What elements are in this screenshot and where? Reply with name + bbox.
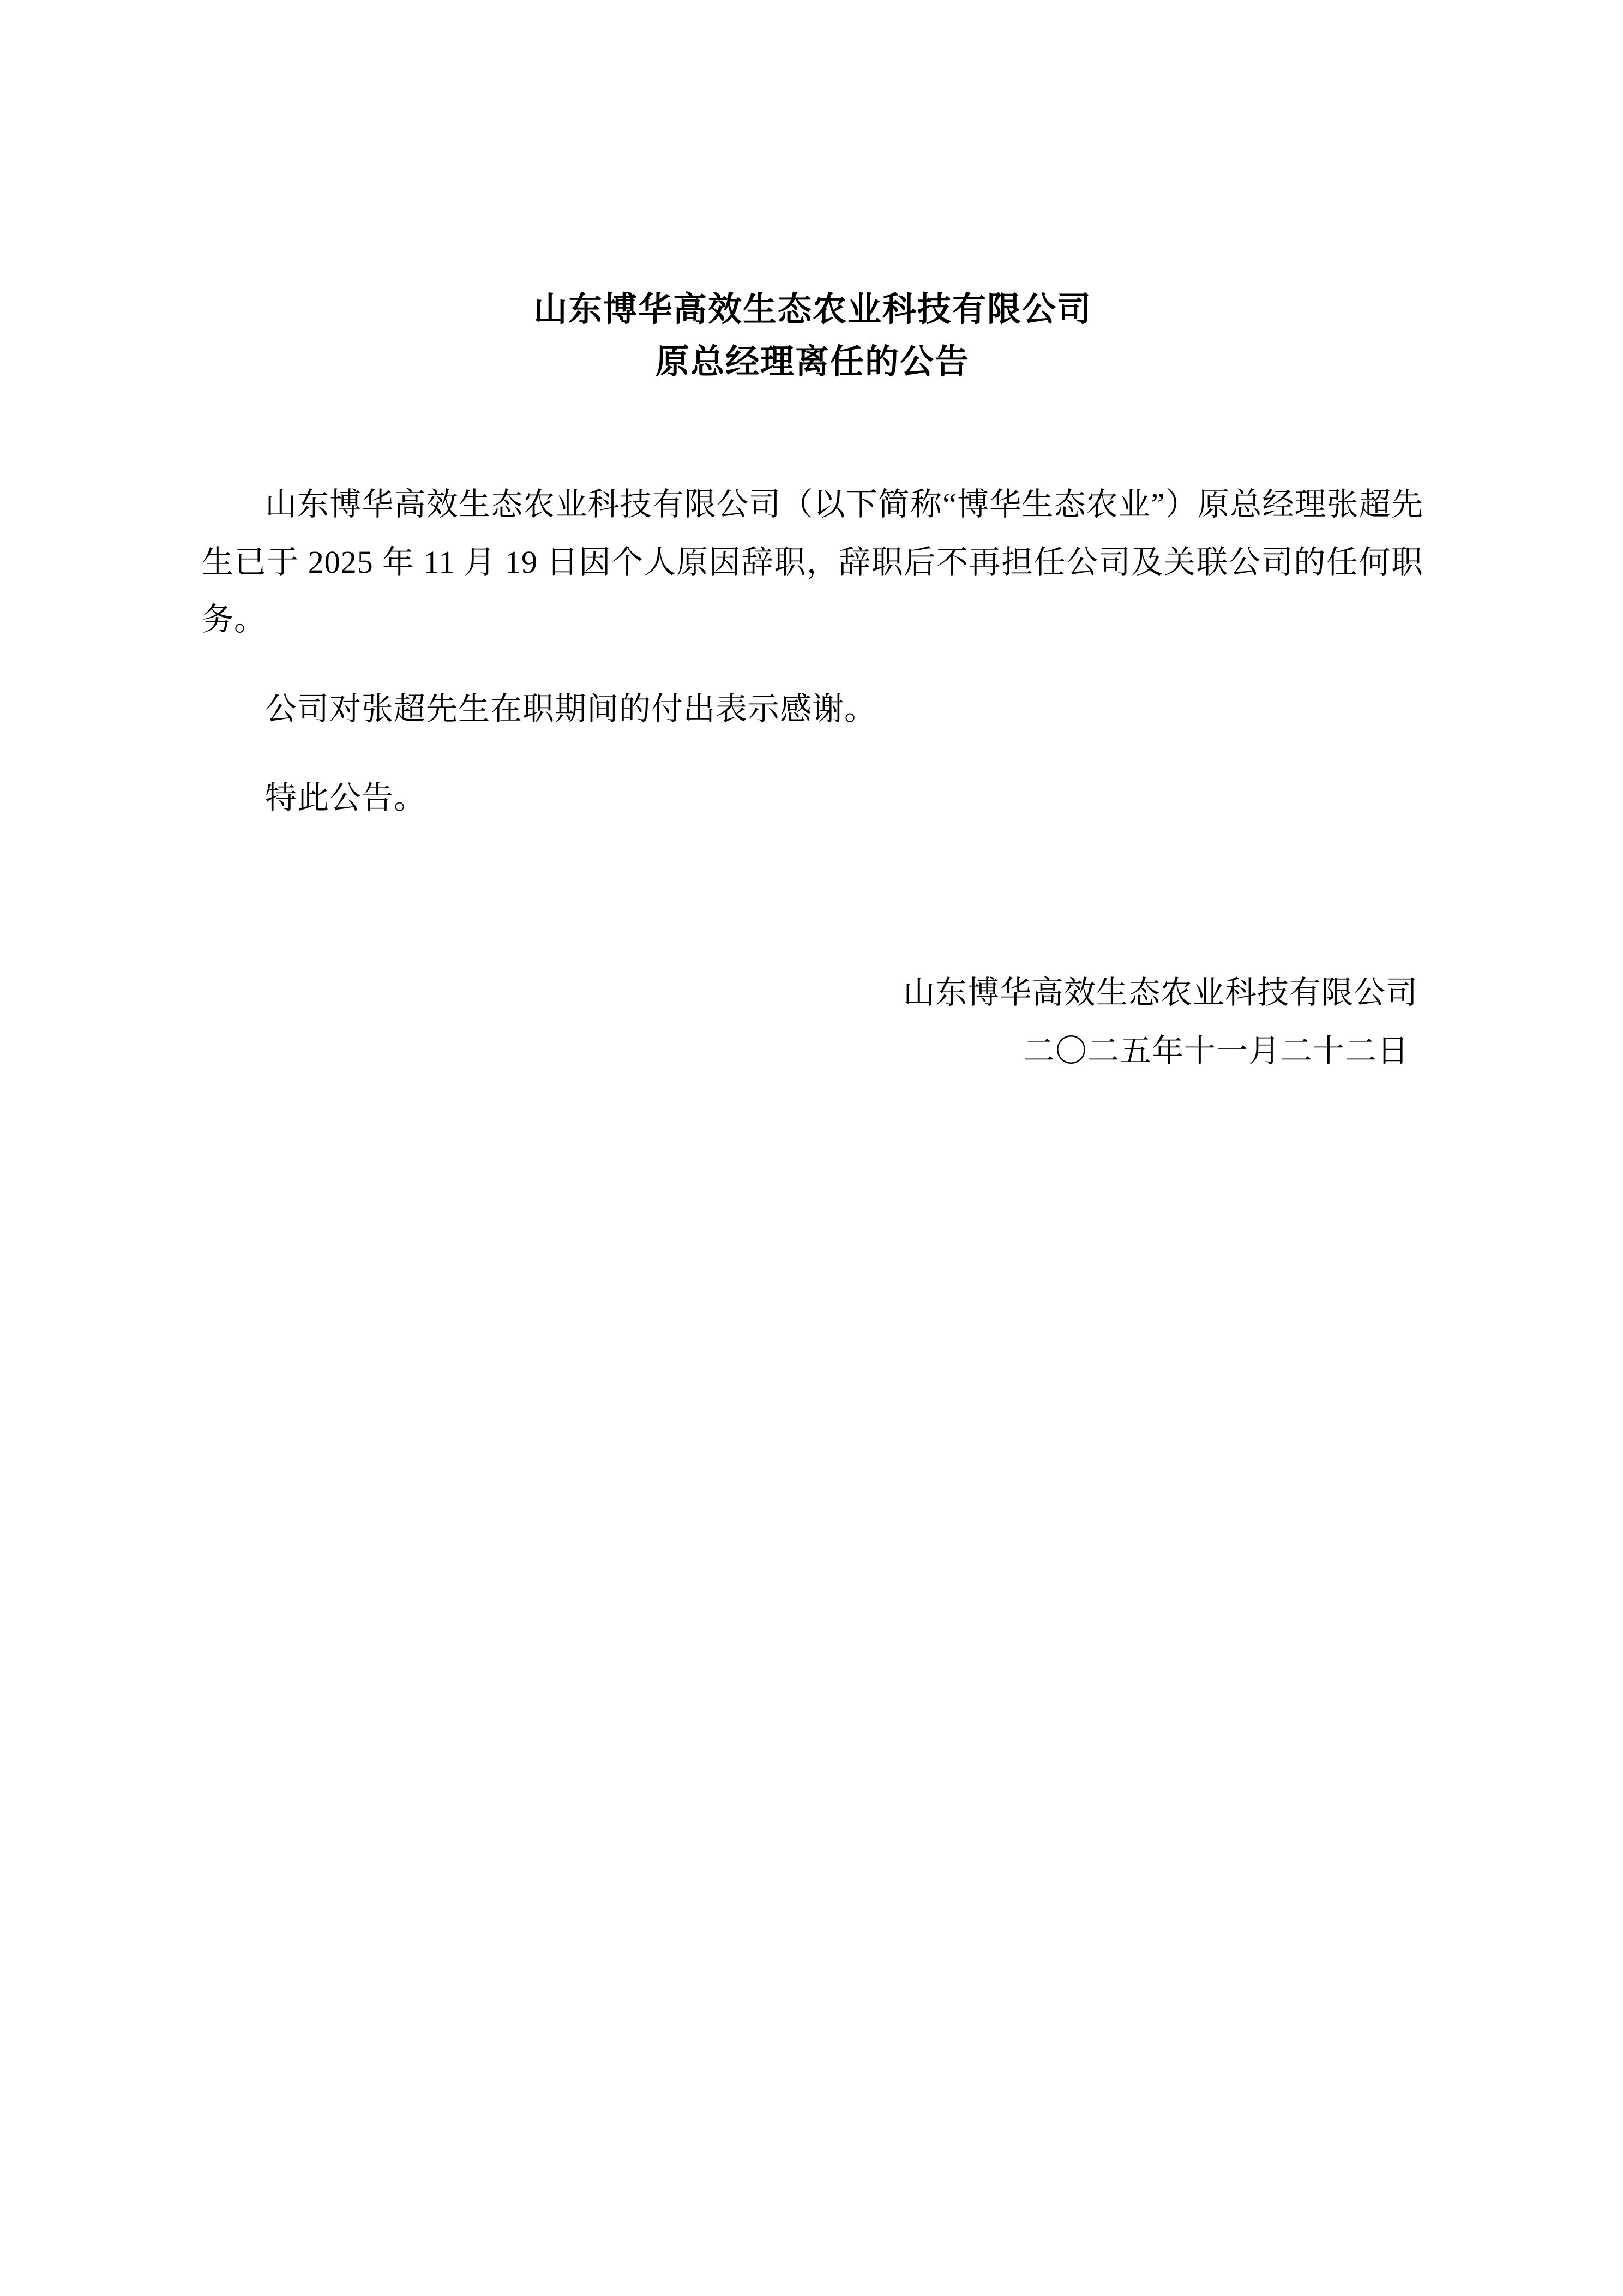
document-content <box>202 0 1423 1081</box>
title-line-1: 山东博华高效生态农业科技有限公司 <box>533 291 1092 328</box>
paragraph-1: 山东博华高效生态农业科技有限公司（以下简称“博华生态农业”）原总经理张超先生已于 2025 年 11 月 19 日因个人原因辞职，辞职后不再担任公司及关联公司的任何职务。 <box>202 487 1423 638</box>
signature-company: 山东博华高效生态农业科技有限公司 <box>903 974 1418 1010</box>
document-signature <box>202 963 1423 1081</box>
title-line-2: 原总经理离任的公告 <box>655 344 970 381</box>
paragraph-3: 特此公告。 <box>265 780 426 816</box>
paragraph-2: 公司对张超先生在职期间的付出表示感谢。 <box>265 691 877 727</box>
signature-date: 二〇二五年十一月二十二日 <box>1023 1033 1409 1069</box>
document-title <box>202 284 1423 388</box>
document-body <box>202 476 1423 827</box>
